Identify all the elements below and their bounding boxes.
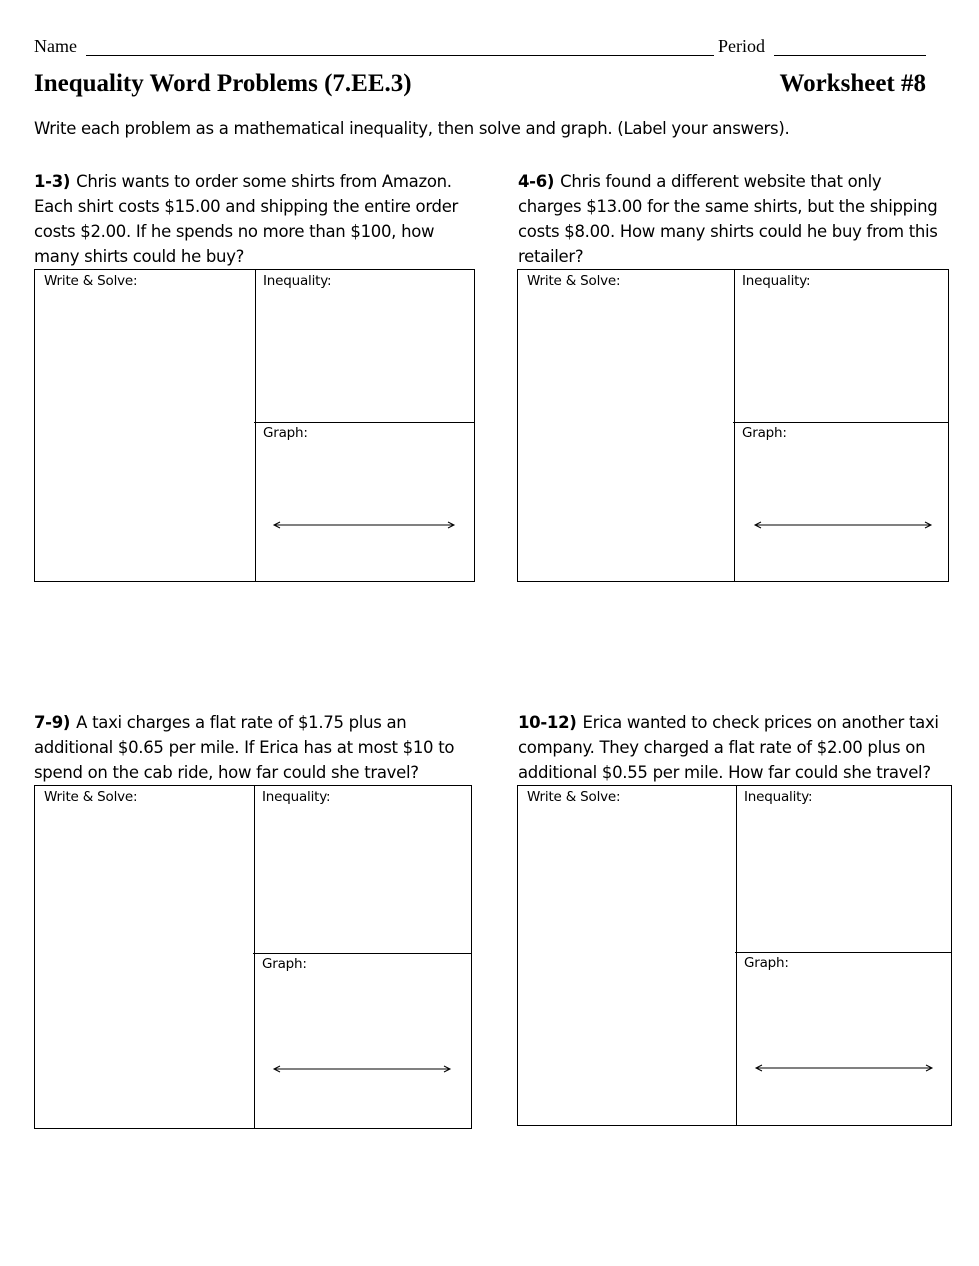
title-row bbox=[34, 70, 926, 104]
problem-text-line: spend on the cab ride, how far could she travel? bbox=[34, 763, 419, 782]
problem-text-line: 1-3) Chris wants to order some shirts from Amazon. bbox=[34, 172, 452, 191]
graph-cell[interactable] bbox=[735, 952, 951, 1125]
problem-text-line: retailer? bbox=[518, 247, 584, 266]
problem-text-line: 10-12) Erica wanted to check prices on another taxi bbox=[518, 713, 939, 732]
write-solve-cell[interactable] bbox=[35, 270, 256, 581]
write-solve-cell[interactable] bbox=[518, 270, 735, 581]
problem-7-9 bbox=[34, 710, 474, 785]
inequality-cell[interactable] bbox=[735, 786, 951, 953]
problem-text-line: Each shirt costs $15.00 and shipping the entire order bbox=[34, 197, 459, 216]
number-line-arrow-icon bbox=[753, 518, 933, 532]
problem-1-3 bbox=[34, 169, 474, 269]
worksheet-number: Worksheet #8 bbox=[779, 70, 926, 97]
page-title: Inequality Word Problems (7.EE.3) bbox=[34, 70, 412, 97]
write-solve-label: Write & Solve: bbox=[527, 789, 621, 805]
graph-cell[interactable] bbox=[733, 422, 948, 581]
write-solve-cell[interactable] bbox=[35, 786, 255, 1128]
problem-text-line: charges $13.00 for the same shirts, but the shipping bbox=[518, 197, 938, 216]
work-box-10-12 bbox=[517, 785, 952, 1126]
problem-text-line: 4-6) Chris found a different website that only bbox=[518, 172, 882, 191]
problem-4-6 bbox=[518, 169, 958, 269]
graph-label: Graph: bbox=[744, 955, 789, 971]
number-line-arrow-icon bbox=[272, 1062, 452, 1076]
problem-text-line: company. They charged a flat rate of $2.00 plus on bbox=[518, 738, 926, 757]
name-label: Name bbox=[34, 36, 77, 56]
problem-text-line: additional $0.55 per mile. How far could she travel? bbox=[518, 763, 931, 782]
graph-label: Graph: bbox=[262, 956, 307, 972]
graph-label: Graph: bbox=[742, 425, 787, 441]
problem-text-line: 7-9) A taxi charges a flat rate of $1.75 plus an bbox=[34, 713, 407, 732]
write-solve-label: Write & Solve: bbox=[527, 273, 621, 289]
problem-number: 10-12) bbox=[518, 713, 577, 732]
period-blank-line[interactable] bbox=[774, 55, 926, 56]
problem-number: 1-3) bbox=[34, 172, 71, 191]
problem-text-line: many shirts could he buy? bbox=[34, 247, 245, 266]
graph-cell[interactable] bbox=[254, 422, 474, 581]
inequality-label: Inequality: bbox=[742, 273, 811, 289]
problem-text-line: costs $2.00. If he spends no more than $100, how bbox=[34, 222, 435, 241]
number-line-arrow-icon bbox=[754, 1061, 934, 1075]
write-solve-label: Write & Solve: bbox=[44, 789, 138, 805]
problem-text-line: additional $0.65 per mile. If Erica has at most $10 to bbox=[34, 738, 455, 757]
work-box-7-9 bbox=[34, 785, 472, 1129]
inequality-label: Inequality: bbox=[744, 789, 813, 805]
write-solve-label: Write & Solve: bbox=[44, 273, 138, 289]
work-box-1-3 bbox=[34, 269, 475, 582]
graph-cell[interactable] bbox=[253, 953, 471, 1128]
problem-10-12 bbox=[518, 710, 958, 785]
problem-number: 4-6) bbox=[518, 172, 555, 191]
problem-number: 7-9) bbox=[34, 713, 71, 732]
inequality-cell[interactable] bbox=[253, 786, 471, 954]
graph-label: Graph: bbox=[263, 425, 308, 441]
inequality-label: Inequality: bbox=[262, 789, 331, 805]
inequality-label: Inequality: bbox=[263, 273, 332, 289]
name-blank-line[interactable] bbox=[86, 55, 714, 56]
problem-text-line: costs $8.00. How many shirts could he buy from this bbox=[518, 222, 938, 241]
inequality-cell[interactable] bbox=[733, 270, 948, 423]
write-solve-cell[interactable] bbox=[518, 786, 737, 1125]
instructions: Write each problem as a mathematical inequality, then solve and graph. (Label your answers). bbox=[34, 119, 790, 138]
name-period-row bbox=[34, 36, 929, 60]
work-box-4-6 bbox=[517, 269, 949, 582]
inequality-cell[interactable] bbox=[254, 270, 474, 423]
number-line-arrow-icon bbox=[272, 518, 456, 532]
period-label: Period bbox=[718, 36, 765, 56]
